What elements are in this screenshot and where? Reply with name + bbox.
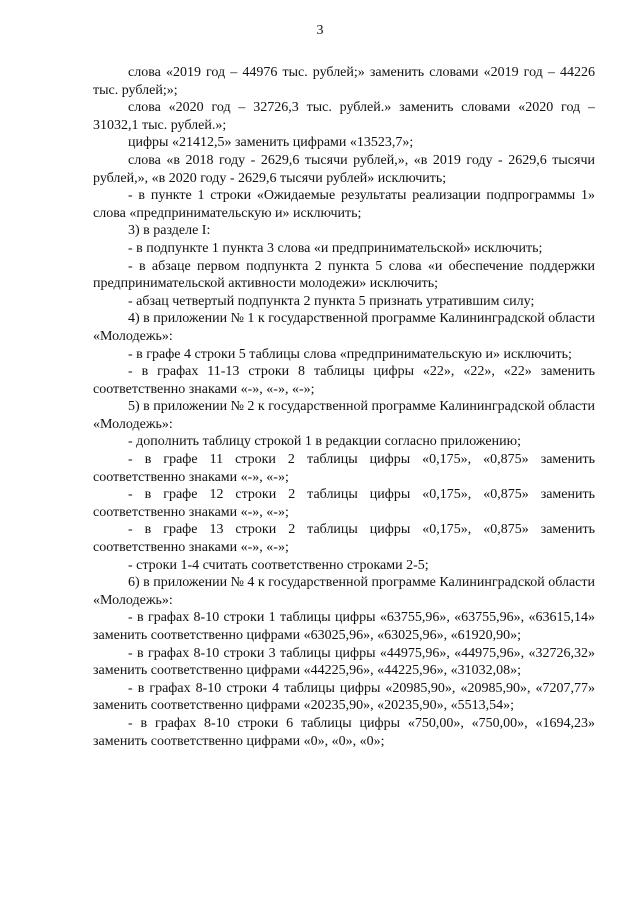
paragraph: 6) в приложении № 4 к государственной программе Калининградской области «Молодежь»: <box>93 575 596 608</box>
paragraph: - в графах 8-10 строки 1 таблицы цифры «63755,96», «63755,96», «63615,14» заменить соответственно цифрами «63025,96», «63025,96», «61920,90»; <box>93 610 595 643</box>
paragraph: слова «в 2018 году - 2629,6 тысячи рублей,», «в 2019 году - 2629,6 тысячи рублей,», «в 2020 году - 2629,6 тысячи рублей» исключить; <box>93 152 595 186</box>
paragraph: 5) в приложении № 2 к государственной программе Калининградской области «Молодежь»: <box>93 399 596 432</box>
paragraph: - в графе 12 строки 2 таблицы цифры «0,175», «0,875» заменить соответственно знаками «-», «-»; <box>93 487 595 520</box>
paragraph: 4) в приложении № 1 к государственной программе Калининградской области «Молодежь»: <box>93 311 596 344</box>
paragraph: слова «2020 год – 32726,3 тыс. рублей.» заменить словами «2020 год – 31032,1 тыс. рублей.»; <box>93 100 595 133</box>
paragraph: - в графе 11 строки 2 таблицы цифры «0,175», «0,875» заменить соответственно знаками «-», «-»; <box>93 452 595 485</box>
paragraph: - в абзаце первом подпункта 2 пункта 5 слова «и обеспечение поддержки предпринимательской активности молодежи» исключить; <box>93 258 595 292</box>
paragraph: цифры «21412,5» заменить цифрами «13523,7»; <box>128 135 414 151</box>
paragraph: - в графе 13 строки 2 таблицы цифры «0,175», «0,875» заменить соответственно знаками «-», «-»; <box>93 522 595 556</box>
paragraph: - в графе 4 строки 5 таблицы слова «предпринимательскую и» исключить; <box>128 346 572 362</box>
paragraph: - в графах 8-10 строки 4 таблицы цифры «20985,90», «20985,90», «7207,77» заменить соответственно цифрами «20235,90», «20235,90», «5513,54»; <box>93 680 595 714</box>
paragraph: - в пункте 1 строки «Ожидаемые результаты реализации подпрограммы 1» слова «предпринимательскую и» исключить; <box>93 188 595 221</box>
page-number: 3 <box>316 23 324 38</box>
paragraph: - абзац четвертый подпункта 2 пункта 5 признать утратившим силу; <box>128 293 535 309</box>
paragraph: - в подпункте 1 пункта 3 слова «и предпринимательской» исключить; <box>128 240 543 256</box>
paragraph: 3) в разделе I: <box>128 223 211 239</box>
paragraph: - в графах 8-10 строки 6 таблицы цифры «750,00», «750,00», «1694,23» заменить соответственно цифрами «0», «0», «0»; <box>93 715 595 749</box>
document-body <box>93 64 595 750</box>
paragraph: - в графах 11-13 строки 8 таблицы цифры «22», «22», «22» заменить соответственно знаками «-», «-», «-»; <box>93 364 595 397</box>
paragraph: - дополнить таблицу строкой 1 в редакции согласно приложению; <box>128 434 521 450</box>
paragraph: - в графах 8-10 строки 3 таблицы цифры «44975,96», «44975,96», «32726,32» заменить соответственно цифрами «44225,96», «44225,96», «31032,08»; <box>93 645 595 679</box>
paragraph: слова «2019 год – 44976 тыс. рублей;» заменить словами «2019 год – 44226 тыс. рублей;»; <box>93 65 595 98</box>
paragraph: - строки 1-4 считать соответственно строками 2-5; <box>128 557 429 573</box>
